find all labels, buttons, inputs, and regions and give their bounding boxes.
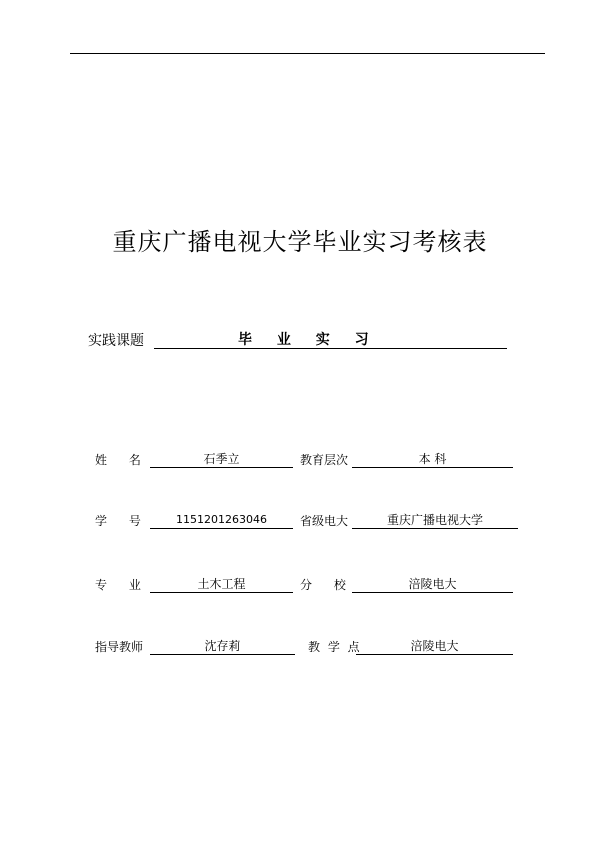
row-name-level <box>0 451 600 469</box>
student-id-field: 1151201263046 <box>150 512 293 529</box>
row-id-provincial <box>0 512 600 530</box>
advisor-field: 沈存莉 <box>150 638 295 655</box>
topic-value: 毕 业 实 习 <box>238 332 369 348</box>
document-title: 重庆广播电视大学毕业实习考核表 <box>112 228 488 256</box>
major-field: 土木工程 <box>150 576 293 593</box>
major-label: 专 业 <box>95 578 141 592</box>
teaching-site-field: 涪陵电大 <box>356 638 513 655</box>
branch-school-field: 涪陵电大 <box>352 576 513 593</box>
row-advisor-site <box>0 638 600 656</box>
teaching-site-label: 教 学 点 <box>308 640 360 654</box>
topic-row <box>88 330 508 350</box>
education-level-field: 本 科 <box>352 451 513 468</box>
name-field: 石季立 <box>150 451 293 468</box>
branch-school-label: 分 校 <box>300 578 346 592</box>
header-rule <box>70 53 545 54</box>
advisor-label: 指导教师 <box>95 640 144 654</box>
student-id-label: 学 号 <box>95 514 141 528</box>
education-level-label: 教育层次 <box>300 453 349 467</box>
topic-label: 实践课题 <box>88 333 144 349</box>
provincial-tvu-label: 省级电大 <box>300 514 349 528</box>
row-major-branch <box>0 576 600 594</box>
provincial-tvu-field: 重庆广播电视大学 <box>352 512 518 529</box>
name-label: 姓 名 <box>95 453 141 467</box>
